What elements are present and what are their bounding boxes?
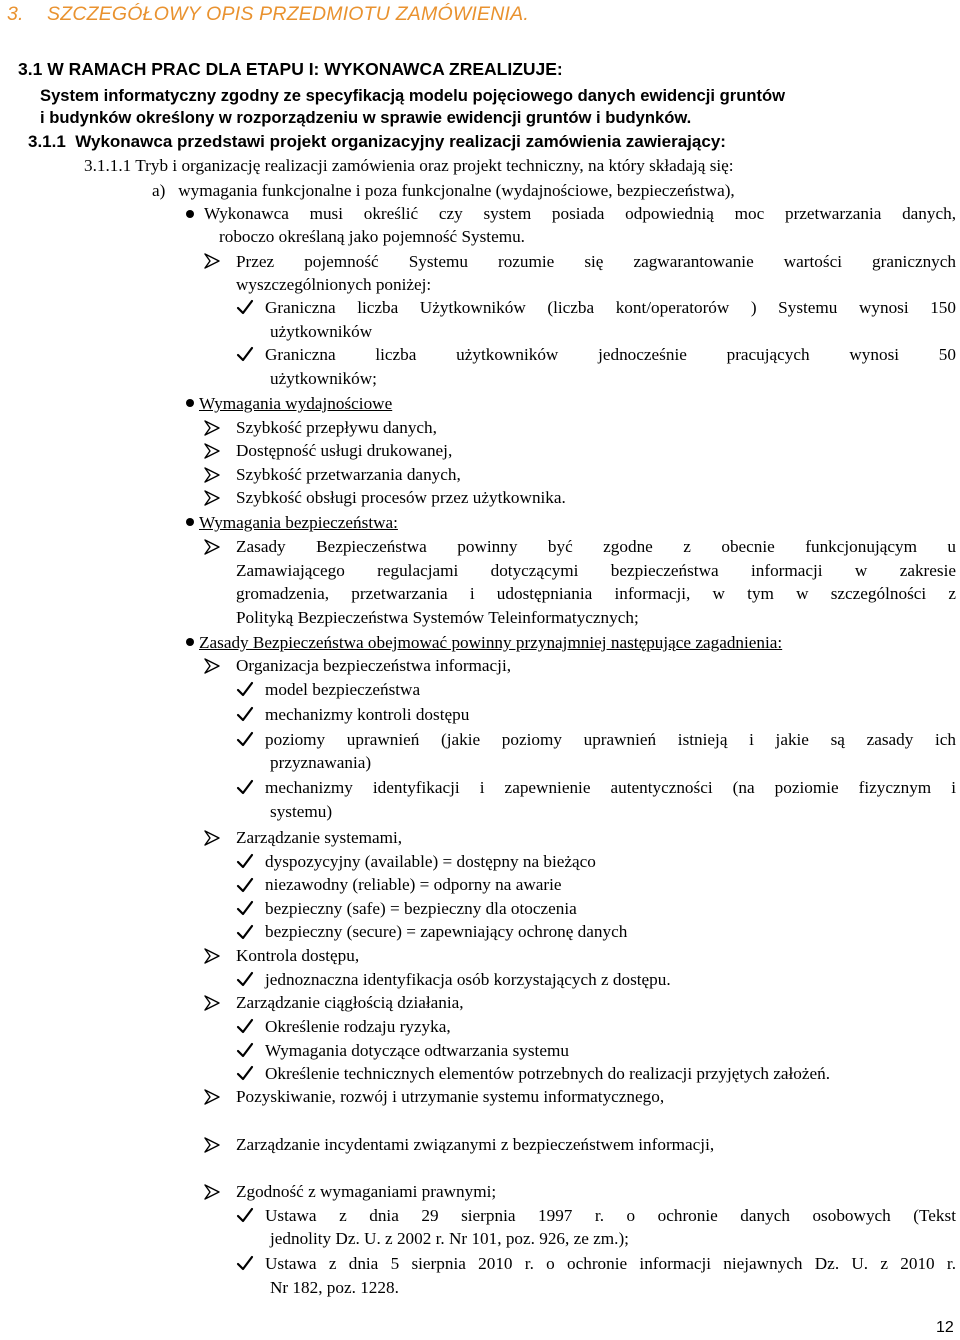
performance-item: Dostępność usługi drukowanej,: [236, 441, 453, 460]
rules-org-title: Organizacja bezpieczeństwa informacji,: [236, 656, 512, 675]
capacity-def-line-1: Przez pojemność Systemu rozumie się zagwarantowanie wartości granicznych: [236, 252, 956, 271]
checkmark-icon: [236, 1206, 254, 1224]
subsection-text: Tryb i organizację realizacji zamówienia oraz projekt techniczny, na który składają się:: [135, 156, 734, 175]
checkmark-icon: [236, 778, 254, 796]
checkmark-icon: [236, 970, 254, 988]
subsection-title: Wykonawca przedstawi projekt organizacyjny realizacji zamówienia zawierający:: [75, 132, 726, 151]
rules-law-item: Ustawa z dnia 5 sierpnia 2010 r. o ochronie informacji niejawnych Dz. U. z 2010 r.: [265, 1254, 956, 1273]
checkmark-icon: [236, 1041, 254, 1059]
arrow-bullet-icon: [203, 419, 221, 437]
security-line-4: Polityką Bezpieczeństwa Systemów Teleinformatycznych;: [236, 608, 639, 627]
capacity-check-1-line-1: Graniczna liczba Użytkowników (liczba kont/operatorów ) Systemu wynosi 150: [265, 298, 956, 317]
rules-cont-title: Zarządzanie ciągłością działania,: [236, 993, 464, 1012]
rules-sys-item: bezpieczny (secure) = zapewniający ochronę danych: [265, 922, 628, 941]
rules-inc-title: Zarządzanie incydentami związanymi z bezpieczeństwem informacji,: [236, 1135, 715, 1154]
section-heading: [7, 3, 529, 27]
stage-line-2: i budynków określony w rozporządzeniu w sprawie ewidencji gruntów i budynków.: [40, 108, 692, 127]
rules-law-title: Zgodność z wymaganiami prawnymi;: [236, 1182, 497, 1201]
rules-cont-item: Określenie technicznych elementów potrzebnych do realizacji przyjętych założeń.: [265, 1064, 831, 1083]
section-number: 3.: [7, 3, 24, 25]
rules-title: Zasady Bezpieczeństwa obejmować powinny przynajmniej następujące zagadnienia:: [199, 633, 783, 652]
checkmark-icon: [236, 730, 254, 748]
rules-acc-title: Kontrola dostępu,: [236, 946, 360, 965]
stage-line-1: System informatyczny zgodny ze specyfikacją modelu pojęciowego danych ewidencji gruntów: [40, 86, 786, 105]
arrow-bullet-icon: [203, 252, 221, 270]
rules-org-item: mechanizmy kontroli dostępu: [265, 705, 470, 724]
arrow-bullet-icon: [203, 947, 221, 965]
rules-org-item: mechanizmy identyfikacji i zapewnienie autentyczności (na poziomie fizycznym i: [265, 778, 956, 797]
item-text: wymagania funkcjonalne i poza funkcjonalne (wydajnościowe, bezpieczeństwa),: [178, 181, 735, 200]
page-number: 12: [936, 1319, 954, 1336]
checkmark-icon: [236, 899, 254, 917]
item-label: a): [152, 181, 166, 200]
arrow-bullet-icon: [203, 657, 221, 675]
arrow-bullet-icon: [203, 538, 221, 556]
subsection-number: 3.1.1: [28, 132, 66, 151]
checkmark-icon: [236, 298, 254, 316]
rules-law-item-cont: Nr 182, poz. 1228.: [270, 1278, 399, 1297]
checkmark-icon: [236, 705, 254, 723]
bullet-icon: [186, 518, 194, 526]
subsection-number: 3.1.1.1: [84, 156, 132, 175]
rules-law-item-cont: jednolity Dz. U. z 2002 r. Nr 101, poz. 926, ze zm.);: [270, 1229, 629, 1248]
rules-acq-title: Pozyskiwanie, rozwój i utrzymanie systemu informatycznego,: [236, 1087, 665, 1106]
checkmark-icon: [236, 1064, 254, 1082]
arrow-bullet-icon: [203, 466, 221, 484]
capacity-def-line-2: wyszczególnionych poniżej:: [236, 275, 432, 294]
rules-org-item: poziomy uprawnień (jakie poziomy uprawnień istnieją i jakie są zasady ich: [265, 730, 956, 749]
arrow-bullet-icon: [203, 442, 221, 460]
rules-sys-item: bezpieczny (safe) = bezpieczny dla otoczenia: [265, 899, 577, 918]
performance-title: Wymagania wydajnościowe: [199, 394, 393, 413]
checkmark-icon: [236, 852, 254, 870]
capacity-check-2-line-1: Graniczna liczba użytkowników jednocześnie pracujących wynosi 50: [265, 345, 956, 364]
security-line-3: gromadzenia, przetwarzania i udostępniania informacji, w tym w szczególności z: [236, 584, 956, 603]
security-line-1: Zasady Bezpieczeństwa powinny być zgodne z obecnie funkcjonującym u: [236, 537, 956, 556]
bullet-icon: [186, 399, 194, 407]
subsection-3111: [84, 154, 734, 178]
rules-sys-title: Zarządzanie systemami,: [236, 828, 403, 847]
checkmark-icon: [236, 345, 254, 363]
arrow-bullet-icon: [203, 994, 221, 1012]
rules-org-item-cont: systemu): [270, 802, 333, 821]
rules-cont-item: Wymagania dotyczące odtwarzania systemu: [265, 1041, 569, 1060]
capacity-check-1-line-2: użytkowników: [270, 322, 373, 341]
rules-cont-item: Określenie rodzaju ryzyka,: [265, 1017, 451, 1036]
performance-item: Szybkość obsługi procesów przez użytkownika.: [236, 488, 566, 507]
checkmark-icon: [236, 1254, 254, 1272]
arrow-bullet-icon: [203, 489, 221, 507]
stage-title: 3.1 W RAMACH PRAC DLA ETAPU I: WYKONAWCA ZREALIZUJE:: [18, 59, 563, 79]
arrow-bullet-icon: [203, 829, 221, 847]
checkmark-icon: [236, 876, 254, 894]
security-line-2: Zamawiającego regulacjami dotyczącymi bezpieczeństwa informacji w zakresie: [236, 561, 956, 580]
capacity-line-2: roboczo określaną jako pojemność Systemu.: [219, 227, 525, 246]
rules-sys-item: niezawodny (reliable) = odporny na awarie: [265, 875, 562, 894]
rules-law-item: Ustawa z dnia 29 sierpnia 1997 r. o ochronie danych osobowych (Tekst: [265, 1206, 956, 1225]
checkmark-icon: [236, 923, 254, 941]
checkmark-icon: [236, 1017, 254, 1035]
arrow-bullet-icon: [203, 1136, 221, 1154]
capacity-check-2-line-2: użytkowników;: [270, 369, 377, 388]
rules-org-item: model bezpieczeństwa: [265, 680, 421, 699]
performance-item: Szybkość przetwarzania danych,: [236, 465, 461, 484]
bullet-icon: [186, 638, 194, 646]
rules-acc-item: jednoznaczna identyfikacja osób korzystających z dostępu.: [265, 970, 671, 989]
arrow-bullet-icon: [203, 1088, 221, 1106]
bullet-icon: [186, 210, 194, 218]
subsection-311: [28, 130, 726, 154]
checkmark-icon: [236, 680, 254, 698]
section-title: SZCZEGÓŁOWY OPIS PRZEDMIOTU ZAMÓWIENIA.: [47, 3, 529, 25]
security-title: Wymagania bezpieczeństwa:: [199, 513, 398, 532]
rules-org-item-cont: przyznawania): [270, 753, 372, 772]
performance-item: Szybkość przepływu danych,: [236, 418, 437, 437]
capacity-line-1: Wykonawca musi określić czy system posiada odpowiednią moc przetwarzania danych,: [204, 204, 956, 223]
rules-sys-item: dyspozycyjny (available) = dostępny na bieżąco: [265, 852, 596, 871]
item-a: [152, 179, 735, 203]
arrow-bullet-icon: [203, 1183, 221, 1201]
